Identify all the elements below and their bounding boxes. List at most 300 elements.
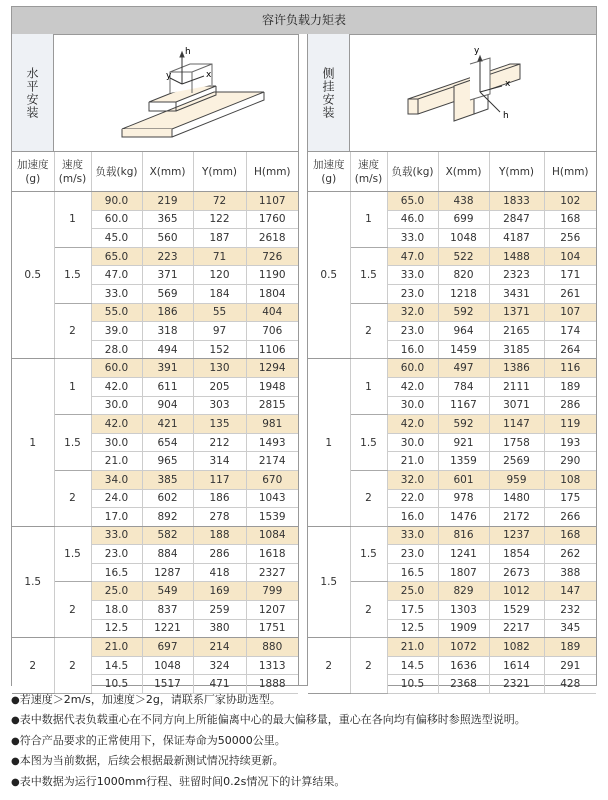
side-axis-h-label: h xyxy=(503,111,509,121)
speed-cell: 1 xyxy=(54,359,91,415)
data-cell: 2217 xyxy=(489,619,544,638)
data-cell: 1287 xyxy=(142,563,193,582)
speed-cell: 1.5 xyxy=(54,526,91,582)
data-cell: 2323 xyxy=(489,266,544,285)
data-cell: 1072 xyxy=(438,638,489,657)
data-cell: 261 xyxy=(544,284,596,303)
data-cell: 168 xyxy=(544,526,596,545)
data-cell: 1386 xyxy=(489,359,544,378)
data-cell: 2847 xyxy=(489,210,544,229)
data-cell: 186 xyxy=(142,303,193,322)
data-cell: 820 xyxy=(438,266,489,285)
data-cell: 189 xyxy=(544,377,596,396)
data-cell: 371 xyxy=(142,266,193,285)
data-cell: 189 xyxy=(544,638,596,657)
data-cell: 1167 xyxy=(438,396,489,415)
data-cell: 3071 xyxy=(489,396,544,415)
data-cell: 1807 xyxy=(438,563,489,582)
speed-cell: 1.5 xyxy=(54,415,91,471)
data-cell: 60.0 xyxy=(91,359,142,378)
data-cell: 1488 xyxy=(489,247,544,266)
data-cell: 1221 xyxy=(142,619,193,638)
data-cell: 1294 xyxy=(246,359,298,378)
data-cell: 266 xyxy=(544,508,596,527)
acceleration-cell: 1.5 xyxy=(308,526,350,638)
table-row xyxy=(308,247,596,266)
data-cell: 1459 xyxy=(438,340,489,359)
side-mount-panel xyxy=(308,34,596,694)
data-cell: 1048 xyxy=(438,229,489,248)
note-item: ● 本图为当前数据，后续会根据最新测试情况持续更新。 xyxy=(11,751,601,771)
data-cell: 494 xyxy=(142,340,193,359)
acceleration-cell: 2 xyxy=(308,638,350,694)
column-header: H(mm) xyxy=(246,152,298,192)
load-moment-table-frame xyxy=(11,6,597,691)
data-cell: 33.0 xyxy=(91,284,142,303)
data-cell: 65.0 xyxy=(387,192,438,211)
data-cell: 16.0 xyxy=(387,508,438,527)
data-cell: 1359 xyxy=(438,452,489,471)
data-cell: 959 xyxy=(489,470,544,489)
data-cell: 175 xyxy=(544,489,596,508)
data-cell: 391 xyxy=(142,359,193,378)
data-cell: 193 xyxy=(544,433,596,452)
data-cell: 1888 xyxy=(246,675,298,694)
data-cell: 1043 xyxy=(246,489,298,508)
data-cell: 904 xyxy=(142,396,193,415)
speed-cell: 1.5 xyxy=(350,247,387,303)
data-cell: 219 xyxy=(142,192,193,211)
data-cell: 46.0 xyxy=(387,210,438,229)
data-cell: 1082 xyxy=(489,638,544,657)
data-cell: 25.0 xyxy=(91,582,142,601)
horizontal-load-table xyxy=(12,152,298,694)
data-cell: 264 xyxy=(544,340,596,359)
data-cell: 34.0 xyxy=(91,470,142,489)
data-cell: 10.5 xyxy=(387,675,438,694)
speed-cell: 2 xyxy=(54,303,91,359)
data-cell: 17.5 xyxy=(387,601,438,620)
data-cell: 1207 xyxy=(246,601,298,620)
data-cell: 42.0 xyxy=(91,377,142,396)
acceleration-cell: 1 xyxy=(308,359,350,526)
data-cell: 560 xyxy=(142,229,193,248)
speed-cell: 2 xyxy=(350,470,387,526)
speed-cell: 1.5 xyxy=(350,526,387,582)
data-cell: 32.0 xyxy=(387,303,438,322)
table-row xyxy=(308,415,596,434)
data-cell: 21.0 xyxy=(387,452,438,471)
data-cell: 104 xyxy=(544,247,596,266)
data-cell: 71 xyxy=(193,247,246,266)
side-mount-label-cell xyxy=(308,34,350,151)
data-cell: 1529 xyxy=(489,601,544,620)
data-cell: 569 xyxy=(142,284,193,303)
data-cell: 1190 xyxy=(246,266,298,285)
data-cell: 1909 xyxy=(438,619,489,638)
speed-cell: 1.5 xyxy=(54,247,91,303)
data-cell: 187 xyxy=(193,229,246,248)
data-cell: 22.0 xyxy=(387,489,438,508)
data-cell: 102 xyxy=(544,192,596,211)
data-cell: 1833 xyxy=(489,192,544,211)
column-header: Y(mm) xyxy=(193,152,246,192)
data-cell: 18.0 xyxy=(91,601,142,620)
data-cell: 21.0 xyxy=(91,638,142,657)
data-cell: 152 xyxy=(193,340,246,359)
data-cell: 592 xyxy=(438,303,489,322)
horizontal-mount-panel xyxy=(12,34,298,694)
speed-cell: 2 xyxy=(54,470,91,526)
table-row xyxy=(12,415,298,434)
data-cell: 47.0 xyxy=(91,266,142,285)
table-row xyxy=(308,526,596,545)
table-row xyxy=(12,359,298,378)
data-cell: 30.0 xyxy=(91,433,142,452)
data-cell: 1048 xyxy=(142,656,193,675)
data-cell: 706 xyxy=(246,322,298,341)
data-cell: 2172 xyxy=(489,508,544,527)
data-cell: 1107 xyxy=(246,192,298,211)
data-cell: 278 xyxy=(193,508,246,527)
column-header: X(mm) xyxy=(142,152,193,192)
data-cell: 428 xyxy=(544,675,596,694)
data-cell: 122 xyxy=(193,210,246,229)
data-cell: 16.5 xyxy=(387,563,438,582)
data-cell: 2618 xyxy=(246,229,298,248)
table-row xyxy=(308,638,596,657)
data-cell: 1758 xyxy=(489,433,544,452)
data-cell: 1147 xyxy=(489,415,544,434)
data-cell: 33.0 xyxy=(387,229,438,248)
data-cell: 921 xyxy=(438,433,489,452)
table-row xyxy=(12,582,298,601)
data-cell: 324 xyxy=(193,656,246,675)
data-cell: 33.0 xyxy=(387,526,438,545)
data-cell: 385 xyxy=(142,470,193,489)
data-cell: 205 xyxy=(193,377,246,396)
data-cell: 829 xyxy=(438,582,489,601)
data-cell: 1303 xyxy=(438,601,489,620)
data-cell: 880 xyxy=(246,638,298,657)
data-cell: 90.0 xyxy=(91,192,142,211)
speed-cell: 2 xyxy=(54,638,91,694)
data-cell: 232 xyxy=(544,601,596,620)
acceleration-cell: 0.5 xyxy=(308,192,350,359)
data-cell: 25.0 xyxy=(387,582,438,601)
data-cell: 2174 xyxy=(246,452,298,471)
data-cell: 171 xyxy=(544,266,596,285)
data-cell: 108 xyxy=(544,470,596,489)
data-cell: 12.5 xyxy=(387,619,438,638)
horizontal-mount-label-cell xyxy=(12,34,54,151)
column-header: H(mm) xyxy=(544,152,596,192)
data-cell: 1760 xyxy=(246,210,298,229)
data-cell: 303 xyxy=(193,396,246,415)
data-cell: 602 xyxy=(142,489,193,508)
data-cell: 884 xyxy=(142,545,193,564)
side-mount-illustration xyxy=(308,34,596,152)
data-cell: 119 xyxy=(544,415,596,434)
data-cell: 169 xyxy=(193,582,246,601)
data-cell: 3431 xyxy=(489,284,544,303)
data-cell: 784 xyxy=(438,377,489,396)
note-item: ● 符合产品要求的正常使用下，保证寿命为50000公里。 xyxy=(11,731,601,751)
data-cell: 421 xyxy=(142,415,193,434)
data-cell: 12.5 xyxy=(91,619,142,638)
horizontal-rail-diagram xyxy=(54,34,298,151)
data-cell: 345 xyxy=(544,619,596,638)
panel-gap xyxy=(298,34,308,685)
column-header: 负载(kg) xyxy=(91,152,142,192)
table-row xyxy=(308,359,596,378)
data-cell: 2327 xyxy=(246,563,298,582)
table-header-row xyxy=(12,152,298,192)
data-cell: 1241 xyxy=(438,545,489,564)
table-row xyxy=(308,470,596,489)
data-cell: 291 xyxy=(544,656,596,675)
data-cell: 1313 xyxy=(246,656,298,675)
column-header: Y(mm) xyxy=(489,152,544,192)
data-cell: 55.0 xyxy=(91,303,142,322)
data-cell: 1948 xyxy=(246,377,298,396)
data-cell: 1480 xyxy=(489,489,544,508)
axis-y-label: y xyxy=(166,71,172,81)
data-cell: 601 xyxy=(438,470,489,489)
horizontal-mount-illustration xyxy=(12,34,298,152)
note-item: ● 若速度＞2m/s，加速度＞2g，请联系厂家协助选型。 xyxy=(11,690,601,710)
data-cell: 1636 xyxy=(438,656,489,675)
data-cell: 1517 xyxy=(142,675,193,694)
data-cell: 1084 xyxy=(246,526,298,545)
data-cell: 497 xyxy=(438,359,489,378)
side-load-table xyxy=(308,152,596,694)
data-cell: 97 xyxy=(193,322,246,341)
acceleration-cell: 0.5 xyxy=(12,192,54,359)
data-cell: 147 xyxy=(544,582,596,601)
table-row xyxy=(12,192,298,211)
data-cell: 72 xyxy=(193,192,246,211)
data-cell: 30.0 xyxy=(91,396,142,415)
data-cell: 981 xyxy=(246,415,298,434)
data-cell: 28.0 xyxy=(91,340,142,359)
table-row xyxy=(308,192,596,211)
data-cell: 314 xyxy=(193,452,246,471)
data-cell: 438 xyxy=(438,192,489,211)
data-cell: 816 xyxy=(438,526,489,545)
note-item: ● 表中数据代表负载重心在不同方向上所能偏离中心的最大偏移量，重心在各向均有偏移时参照选型说明。 xyxy=(11,710,601,730)
data-cell: 30.0 xyxy=(387,433,438,452)
speed-cell: 2 xyxy=(350,303,387,359)
data-cell: 1237 xyxy=(489,526,544,545)
data-cell: 107 xyxy=(544,303,596,322)
data-cell: 290 xyxy=(544,452,596,471)
table-row xyxy=(12,638,298,657)
data-cell: 582 xyxy=(142,526,193,545)
axis-h-label: h xyxy=(185,47,191,57)
data-cell: 1539 xyxy=(246,508,298,527)
data-cell: 726 xyxy=(246,247,298,266)
table-header-row xyxy=(308,152,596,192)
data-cell: 21.0 xyxy=(91,452,142,471)
data-cell: 2569 xyxy=(489,452,544,471)
speed-cell: 1 xyxy=(350,192,387,248)
table-title: 容许负载力矩表 xyxy=(12,7,596,35)
side-axis-y-label: y xyxy=(474,46,480,56)
data-cell: 965 xyxy=(142,452,193,471)
data-cell: 42.0 xyxy=(387,415,438,434)
speed-cell: 2 xyxy=(54,582,91,638)
data-cell: 1106 xyxy=(246,340,298,359)
data-cell: 2111 xyxy=(489,377,544,396)
data-cell: 120 xyxy=(193,266,246,285)
data-cell: 256 xyxy=(544,229,596,248)
data-cell: 611 xyxy=(142,377,193,396)
data-cell: 60.0 xyxy=(387,359,438,378)
data-cell: 33.0 xyxy=(91,526,142,545)
data-cell: 418 xyxy=(193,563,246,582)
data-cell: 2673 xyxy=(489,563,544,582)
data-cell: 60.0 xyxy=(91,210,142,229)
column-header: 负载(kg) xyxy=(387,152,438,192)
data-cell: 168 xyxy=(544,210,596,229)
data-cell: 1854 xyxy=(489,545,544,564)
data-cell: 42.0 xyxy=(387,377,438,396)
data-cell: 978 xyxy=(438,489,489,508)
data-cell: 1614 xyxy=(489,656,544,675)
speed-cell: 1 xyxy=(54,192,91,248)
data-cell: 592 xyxy=(438,415,489,434)
data-cell: 286 xyxy=(193,545,246,564)
column-header: 速度 (m/s) xyxy=(54,152,91,192)
data-cell: 262 xyxy=(544,545,596,564)
column-header: X(mm) xyxy=(438,152,489,192)
data-cell: 130 xyxy=(193,359,246,378)
data-cell: 30.0 xyxy=(387,396,438,415)
data-cell: 45.0 xyxy=(91,229,142,248)
speed-cell: 2 xyxy=(350,582,387,638)
data-cell: 21.0 xyxy=(387,638,438,657)
data-cell: 116 xyxy=(544,359,596,378)
data-cell: 14.5 xyxy=(387,656,438,675)
data-cell: 14.5 xyxy=(91,656,142,675)
data-cell: 42.0 xyxy=(91,415,142,434)
table-row xyxy=(308,582,596,601)
data-cell: 964 xyxy=(438,322,489,341)
data-cell: 2321 xyxy=(489,675,544,694)
data-cell: 654 xyxy=(142,433,193,452)
column-header: 加速度 (g) xyxy=(12,152,54,192)
data-cell: 4187 xyxy=(489,229,544,248)
horizontal-mount-label: 水平安装 xyxy=(25,66,39,119)
data-cell: 16.0 xyxy=(387,340,438,359)
data-cell: 184 xyxy=(193,284,246,303)
data-cell: 23.0 xyxy=(387,284,438,303)
data-cell: 380 xyxy=(193,619,246,638)
data-cell: 32.0 xyxy=(387,470,438,489)
speed-cell: 1.5 xyxy=(350,415,387,471)
table-row xyxy=(12,470,298,489)
axis-x-label: x xyxy=(206,70,212,80)
acceleration-cell: 1 xyxy=(12,359,54,526)
data-cell: 388 xyxy=(544,563,596,582)
data-cell: 699 xyxy=(438,210,489,229)
acceleration-cell: 1.5 xyxy=(12,526,54,638)
data-cell: 837 xyxy=(142,601,193,620)
data-cell: 23.0 xyxy=(387,545,438,564)
side-axis-x-label: x xyxy=(505,79,511,89)
data-cell: 186 xyxy=(193,489,246,508)
table-row xyxy=(12,247,298,266)
data-cell: 3185 xyxy=(489,340,544,359)
data-cell: 188 xyxy=(193,526,246,545)
data-cell: 2815 xyxy=(246,396,298,415)
column-header: 加速度 (g) xyxy=(308,152,350,192)
data-cell: 1493 xyxy=(246,433,298,452)
data-cell: 1218 xyxy=(438,284,489,303)
data-cell: 670 xyxy=(246,470,298,489)
data-cell: 16.5 xyxy=(91,563,142,582)
data-cell: 286 xyxy=(544,396,596,415)
data-cell: 214 xyxy=(193,638,246,657)
data-cell: 697 xyxy=(142,638,193,657)
table-row xyxy=(308,303,596,322)
data-cell: 1618 xyxy=(246,545,298,564)
data-cell: 117 xyxy=(193,470,246,489)
data-cell: 47.0 xyxy=(387,247,438,266)
note-item: ● 表中数据为运行1000mm行程、驻留时间0.2s情况下的计算结果。 xyxy=(11,772,601,792)
data-cell: 33.0 xyxy=(387,266,438,285)
data-cell: 24.0 xyxy=(91,489,142,508)
data-cell: 55 xyxy=(193,303,246,322)
data-cell: 223 xyxy=(142,247,193,266)
speed-cell: 1 xyxy=(350,359,387,415)
notes-list xyxy=(11,690,601,792)
data-cell: 522 xyxy=(438,247,489,266)
data-cell: 1751 xyxy=(246,619,298,638)
data-cell: 471 xyxy=(193,675,246,694)
data-cell: 799 xyxy=(246,582,298,601)
data-cell: 549 xyxy=(142,582,193,601)
data-cell: 10.5 xyxy=(91,675,142,694)
data-cell: 1012 xyxy=(489,582,544,601)
data-cell: 39.0 xyxy=(91,322,142,341)
data-cell: 1804 xyxy=(246,284,298,303)
data-cell: 1476 xyxy=(438,508,489,527)
side-mount-label: 侧挂安装 xyxy=(321,66,335,119)
data-cell: 892 xyxy=(142,508,193,527)
data-cell: 17.0 xyxy=(91,508,142,527)
data-cell: 174 xyxy=(544,322,596,341)
data-cell: 318 xyxy=(142,322,193,341)
data-cell: 135 xyxy=(193,415,246,434)
speed-cell: 2 xyxy=(350,638,387,694)
data-cell: 65.0 xyxy=(91,247,142,266)
data-cell: 212 xyxy=(193,433,246,452)
data-cell: 23.0 xyxy=(91,545,142,564)
data-cell: 2165 xyxy=(489,322,544,341)
side-rail-diagram xyxy=(350,34,596,151)
table-row xyxy=(12,303,298,322)
data-cell: 365 xyxy=(142,210,193,229)
column-header: 速度 (m/s) xyxy=(350,152,387,192)
data-cell: 404 xyxy=(246,303,298,322)
acceleration-cell: 2 xyxy=(12,638,54,694)
data-cell: 23.0 xyxy=(387,322,438,341)
data-cell: 2368 xyxy=(438,675,489,694)
data-cell: 259 xyxy=(193,601,246,620)
data-cell: 1371 xyxy=(489,303,544,322)
